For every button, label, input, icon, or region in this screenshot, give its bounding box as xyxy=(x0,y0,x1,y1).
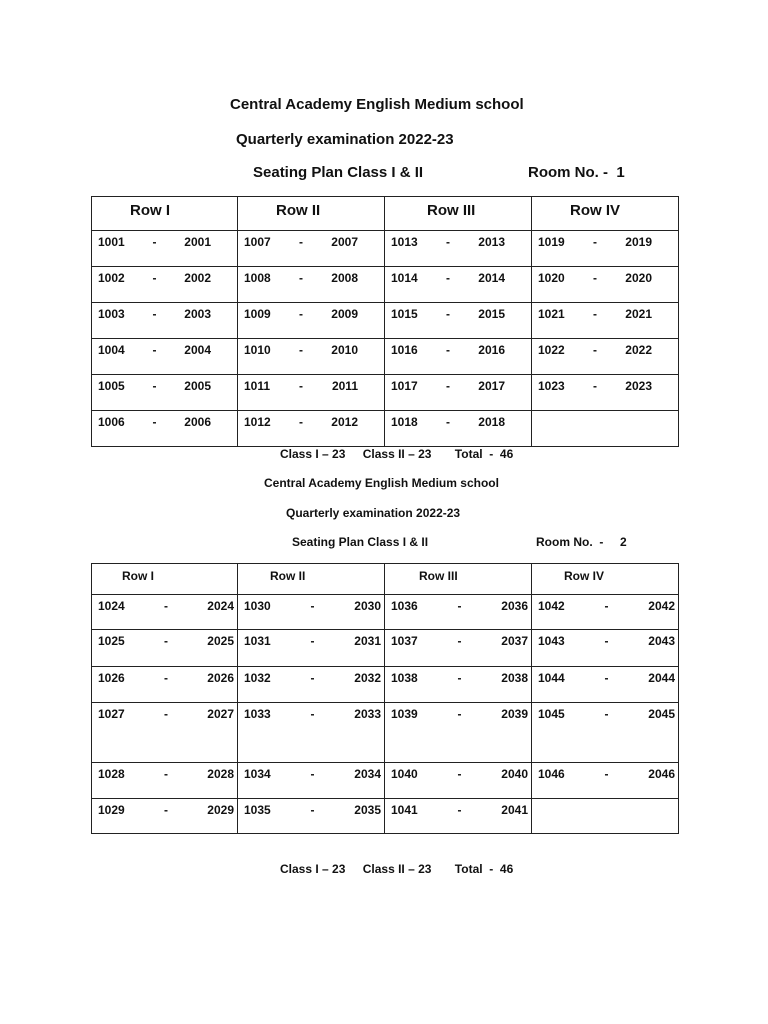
seat-cell xyxy=(92,231,238,267)
class2-roll-number: 2023 xyxy=(625,379,652,393)
seat-range xyxy=(385,703,531,721)
seat-range xyxy=(238,339,384,357)
range-separator: - xyxy=(446,379,450,393)
header-label: Row IV xyxy=(570,202,621,219)
table-header-row xyxy=(92,197,679,231)
class2-roll-number: 2038 xyxy=(501,671,528,685)
class1-roll-number: 1018 xyxy=(391,415,418,429)
class1-roll-number: 1006 xyxy=(98,415,125,429)
class1-roll-number: 1008 xyxy=(244,271,271,285)
seat-cell xyxy=(92,339,238,375)
class2-roll-number: 2006 xyxy=(184,415,211,429)
range-separator: - xyxy=(164,599,168,613)
seat-cell xyxy=(532,799,679,834)
range-separator: - xyxy=(593,307,597,321)
header-row-iv xyxy=(532,197,679,231)
range-separator: - xyxy=(457,707,462,721)
seat-cell xyxy=(385,667,532,703)
seat-range xyxy=(92,411,237,429)
seat-cell xyxy=(385,799,532,834)
class2-roll-number: 2036 xyxy=(501,599,528,613)
seat-range xyxy=(532,375,678,393)
seat-cell xyxy=(532,595,679,630)
class2-roll-number: 2009 xyxy=(331,307,358,321)
class1-roll-number: 1023 xyxy=(538,379,565,393)
summary-class2: Class II – 23 xyxy=(362,447,432,461)
range-separator: - xyxy=(457,599,462,613)
range-separator: - xyxy=(152,379,157,393)
summary-room1 xyxy=(280,447,513,461)
range-separator: - xyxy=(299,343,303,357)
class2-roll-number: 2030 xyxy=(354,599,381,613)
class1-roll-number: 1029 xyxy=(98,803,125,817)
header-row-i xyxy=(92,197,238,231)
class1-roll-number: 1033 xyxy=(244,707,271,721)
class1-roll-number: 1015 xyxy=(391,307,418,321)
class1-roll-number: 1030 xyxy=(244,599,271,613)
seat-cell xyxy=(385,411,532,447)
range-separator: - xyxy=(310,707,315,721)
range-separator: - xyxy=(446,235,450,249)
seat-cell xyxy=(92,595,238,630)
seat-cell xyxy=(238,411,385,447)
seat-range xyxy=(532,763,678,781)
range-separator: - xyxy=(457,767,462,781)
range-separator: - xyxy=(604,767,609,781)
class2-roll-number: 2005 xyxy=(184,379,211,393)
seat-cell xyxy=(238,595,385,630)
seat-cell xyxy=(532,267,679,303)
seat-cell xyxy=(92,630,238,667)
class1-roll-number: 1016 xyxy=(391,343,418,357)
range-separator: - xyxy=(604,707,609,721)
seat-cell xyxy=(238,267,385,303)
summary-class1: Class I – 23 xyxy=(280,447,346,461)
class2-roll-number: 2026 xyxy=(207,671,234,685)
header-row-ii xyxy=(238,197,385,231)
table-row xyxy=(92,375,679,411)
range-separator: - xyxy=(310,671,315,685)
seat-range xyxy=(92,595,237,613)
range-separator: - xyxy=(604,634,609,648)
class1-roll-number: 1007 xyxy=(244,235,271,249)
seat-cell xyxy=(532,703,679,763)
seat-cell xyxy=(92,763,238,799)
header-row-i xyxy=(92,564,238,595)
range-separator: - xyxy=(152,307,157,321)
table-row xyxy=(92,799,679,834)
range-separator: - xyxy=(593,379,597,393)
seat-range xyxy=(385,339,531,357)
seat-range xyxy=(238,667,384,685)
range-separator: - xyxy=(457,634,462,648)
class2-roll-number: 2046 xyxy=(648,767,675,781)
range-separator: - xyxy=(446,307,450,321)
seat-range xyxy=(238,303,384,321)
seat-cell xyxy=(238,303,385,339)
seat-range xyxy=(532,630,678,648)
range-separator: - xyxy=(310,634,315,648)
class2-roll-number: 2007 xyxy=(331,235,358,249)
seat-cell xyxy=(238,231,385,267)
class2-roll-number: 2033 xyxy=(354,707,381,721)
class2-roll-number: 2035 xyxy=(354,803,381,817)
class2-roll-number: 2017 xyxy=(478,379,505,393)
class1-roll-number: 1028 xyxy=(98,767,125,781)
seat-cell xyxy=(532,339,679,375)
range-separator: - xyxy=(299,379,303,393)
seat-range xyxy=(385,303,531,321)
range-separator: - xyxy=(310,599,315,613)
summary-class2: Class II – 23 xyxy=(362,862,432,876)
class1-roll-number: 1027 xyxy=(98,707,125,721)
table-row xyxy=(92,231,679,267)
class2-roll-number: 2003 xyxy=(184,307,211,321)
header-label: Row III xyxy=(419,569,458,583)
class1-roll-number: 1044 xyxy=(538,671,565,685)
class2-roll-number: 2041 xyxy=(501,803,528,817)
seat-cell xyxy=(238,630,385,667)
range-separator: - xyxy=(164,803,168,817)
seat-cell xyxy=(385,231,532,267)
class1-roll-number: 1021 xyxy=(538,307,565,321)
table-row xyxy=(92,667,679,703)
school-title-room1: Central Academy English Medium school xyxy=(230,96,524,113)
class2-roll-number: 2013 xyxy=(478,235,505,249)
class2-roll-number: 2011 xyxy=(331,379,358,393)
class1-roll-number: 1032 xyxy=(244,671,271,685)
seat-range xyxy=(238,703,384,721)
class1-roll-number: 1005 xyxy=(98,379,125,393)
header-label: Row III xyxy=(427,202,476,219)
seat-cell xyxy=(238,339,385,375)
class2-roll-number: 2001 xyxy=(184,235,211,249)
exam-title-room2: Quarterly examination 2022-23 xyxy=(286,506,461,520)
class2-roll-number: 2018 xyxy=(478,415,505,429)
range-separator: - xyxy=(299,271,303,285)
seat-range xyxy=(238,799,384,817)
summary-class1: Class I – 23 xyxy=(280,862,346,876)
class1-roll-number: 1046 xyxy=(538,767,565,781)
seat-range xyxy=(238,763,384,781)
seat-range xyxy=(238,595,384,613)
exam-title-room1: Quarterly examination 2022-23 xyxy=(236,131,454,148)
range-separator: - xyxy=(446,343,450,357)
seat-cell xyxy=(238,375,385,411)
class2-roll-number: 2043 xyxy=(648,634,675,648)
range-separator: - xyxy=(446,415,450,429)
class2-roll-number: 2024 xyxy=(207,599,234,613)
range-separator: - xyxy=(604,599,609,613)
class2-roll-number: 2040 xyxy=(501,767,528,781)
seat-range xyxy=(385,667,531,685)
class1-roll-number: 1002 xyxy=(98,271,125,285)
seat-range xyxy=(532,231,678,249)
class1-roll-number: 1024 xyxy=(98,599,125,613)
class2-roll-number: 2025 xyxy=(207,634,234,648)
range-separator: - xyxy=(152,415,157,429)
seat-cell xyxy=(92,703,238,763)
range-separator: - xyxy=(164,767,168,781)
seat-cell xyxy=(532,303,679,339)
range-separator: - xyxy=(593,271,597,285)
class2-roll-number: 2031 xyxy=(354,634,381,648)
seat-range xyxy=(238,267,384,285)
header-row-ii xyxy=(238,564,385,595)
seat-range xyxy=(532,267,678,285)
class2-roll-number: 2039 xyxy=(501,707,528,721)
header-row-iii xyxy=(385,197,532,231)
seating-table-room1 xyxy=(91,196,679,447)
class1-roll-number: 1004 xyxy=(98,343,125,357)
seat-cell xyxy=(385,375,532,411)
class1-roll-number: 1043 xyxy=(538,634,565,648)
seat-range xyxy=(92,267,237,285)
class2-roll-number: 2029 xyxy=(207,803,234,817)
class1-roll-number: 1045 xyxy=(538,707,565,721)
table-row xyxy=(92,703,679,763)
class1-roll-number: 1019 xyxy=(538,235,565,249)
seat-cell xyxy=(92,303,238,339)
seat-range xyxy=(92,375,237,393)
seat-range xyxy=(92,630,237,648)
class2-roll-number: 2045 xyxy=(648,707,675,721)
range-separator: - xyxy=(457,671,462,685)
seat-cell xyxy=(532,630,679,667)
range-separator: - xyxy=(604,671,609,685)
seat-cell xyxy=(385,703,532,763)
seat-cell xyxy=(238,703,385,763)
class1-roll-number: 1022 xyxy=(538,343,565,357)
seat-range xyxy=(238,630,384,648)
seat-range xyxy=(92,799,237,817)
range-separator: - xyxy=(152,235,157,249)
seat-cell xyxy=(92,411,238,447)
class1-roll-number: 1031 xyxy=(244,634,271,648)
class2-roll-number: 2010 xyxy=(331,343,358,357)
seat-range xyxy=(385,630,531,648)
table-row xyxy=(92,267,679,303)
table-row xyxy=(92,339,679,375)
header-label: Row I xyxy=(122,569,154,583)
seat-cell xyxy=(385,339,532,375)
class2-roll-number: 2008 xyxy=(331,271,358,285)
seat-cell xyxy=(385,303,532,339)
table-row xyxy=(92,630,679,667)
seat-cell xyxy=(385,763,532,799)
seat-cell xyxy=(532,667,679,703)
seat-range xyxy=(92,339,237,357)
table-row xyxy=(92,595,679,630)
range-separator: - xyxy=(593,343,597,357)
class1-roll-number: 1001 xyxy=(98,235,125,249)
seat-cell xyxy=(92,375,238,411)
seat-range xyxy=(532,303,678,321)
seat-range xyxy=(238,411,384,429)
seat-cell xyxy=(385,267,532,303)
class1-roll-number: 1011 xyxy=(244,379,271,393)
class2-roll-number: 2034 xyxy=(354,767,381,781)
seat-range xyxy=(385,411,531,429)
summary-total: Total - 46 xyxy=(454,862,514,876)
seat-cell xyxy=(385,595,532,630)
class1-roll-number: 1020 xyxy=(538,271,565,285)
class2-roll-number: 2032 xyxy=(354,671,381,685)
class1-roll-number: 1035 xyxy=(244,803,271,817)
table-header-row xyxy=(92,564,679,595)
class2-roll-number: 2044 xyxy=(648,671,675,685)
header-label: Row I xyxy=(130,202,170,219)
summary-total: Total - 46 xyxy=(454,447,514,461)
seat-cell xyxy=(238,667,385,703)
class2-roll-number: 2020 xyxy=(625,271,652,285)
class2-roll-number: 2004 xyxy=(184,343,211,357)
seat-range xyxy=(92,303,237,321)
class1-roll-number: 1017 xyxy=(391,379,418,393)
class1-roll-number: 1036 xyxy=(391,599,418,613)
class2-roll-number: 2012 xyxy=(331,415,358,429)
seat-cell xyxy=(532,231,679,267)
range-separator: - xyxy=(457,803,462,817)
seat-cell xyxy=(532,763,679,799)
class2-roll-number: 2037 xyxy=(501,634,528,648)
class2-roll-number: 2016 xyxy=(478,343,505,357)
seat-range xyxy=(238,375,384,393)
class1-roll-number: 1039 xyxy=(391,707,418,721)
class1-roll-number: 1009 xyxy=(244,307,271,321)
header-label: Row IV xyxy=(564,569,605,583)
class1-roll-number: 1012 xyxy=(244,415,271,429)
range-separator: - xyxy=(164,707,168,721)
seat-cell xyxy=(532,375,679,411)
seat-range xyxy=(385,763,531,781)
range-separator: - xyxy=(299,415,303,429)
class1-roll-number: 1025 xyxy=(98,634,125,648)
seat-range xyxy=(385,375,531,393)
seat-range xyxy=(385,595,531,613)
class1-roll-number: 1040 xyxy=(391,767,418,781)
header-row-iv xyxy=(532,564,679,595)
room-number-room1: Room No. - 1 xyxy=(528,164,625,181)
table-row xyxy=(92,303,679,339)
seat-range xyxy=(532,339,678,357)
class2-roll-number: 2014 xyxy=(478,271,505,285)
range-separator: - xyxy=(299,235,303,249)
seat-range xyxy=(385,267,531,285)
seat-cell xyxy=(238,799,385,834)
seating-table-room2 xyxy=(91,563,679,834)
range-separator: - xyxy=(310,803,315,817)
summary-room2 xyxy=(280,862,513,876)
school-title-room2: Central Academy English Medium school xyxy=(264,476,499,490)
class1-roll-number: 1010 xyxy=(244,343,271,357)
class2-roll-number: 2028 xyxy=(207,767,234,781)
seat-range xyxy=(92,667,237,685)
range-separator: - xyxy=(164,671,168,685)
range-separator: - xyxy=(299,307,303,321)
seat-range xyxy=(238,231,384,249)
header-label: Row II xyxy=(270,569,306,583)
class1-roll-number: 1003 xyxy=(98,307,125,321)
seat-range xyxy=(385,231,531,249)
class1-roll-number: 1014 xyxy=(391,271,418,285)
seat-range xyxy=(385,799,531,817)
seat-cell xyxy=(238,763,385,799)
class2-roll-number: 2042 xyxy=(648,599,675,613)
class1-roll-number: 1037 xyxy=(391,634,418,648)
class2-roll-number: 2015 xyxy=(478,307,505,321)
class1-roll-number: 1042 xyxy=(538,599,565,613)
seat-range xyxy=(532,667,678,685)
class1-roll-number: 1034 xyxy=(244,767,271,781)
seat-range xyxy=(532,703,678,721)
room-number-room2: Room No. - 2 xyxy=(536,535,627,549)
class2-roll-number: 2022 xyxy=(625,343,652,357)
class2-roll-number: 2027 xyxy=(207,707,234,721)
class2-roll-number: 2019 xyxy=(625,235,652,249)
seat-range xyxy=(92,231,237,249)
range-separator: - xyxy=(152,343,157,357)
range-separator: - xyxy=(164,634,168,648)
plan-title-room1: Seating Plan Class I & II xyxy=(253,164,424,181)
seat-cell xyxy=(92,667,238,703)
class2-roll-number: 2002 xyxy=(184,271,211,285)
range-separator: - xyxy=(446,271,450,285)
class2-roll-number: 2021 xyxy=(625,307,652,321)
class1-roll-number: 1013 xyxy=(391,235,418,249)
seat-range xyxy=(92,703,237,721)
header-label: Row II xyxy=(276,202,321,219)
plan-title-room2: Seating Plan Class I & II xyxy=(292,535,429,549)
class1-roll-number: 1026 xyxy=(98,671,125,685)
seat-range xyxy=(92,763,237,781)
header-row-iii xyxy=(385,564,532,595)
seat-cell xyxy=(385,630,532,667)
range-separator: - xyxy=(593,235,597,249)
range-separator: - xyxy=(152,271,157,285)
range-separator: - xyxy=(310,767,315,781)
class1-roll-number: 1041 xyxy=(391,803,418,817)
table-row xyxy=(92,411,679,447)
table-row xyxy=(92,763,679,799)
class1-roll-number: 1038 xyxy=(391,671,418,685)
seat-cell xyxy=(92,799,238,834)
seat-cell xyxy=(92,267,238,303)
seat-range xyxy=(532,595,678,613)
seat-cell xyxy=(532,411,679,447)
